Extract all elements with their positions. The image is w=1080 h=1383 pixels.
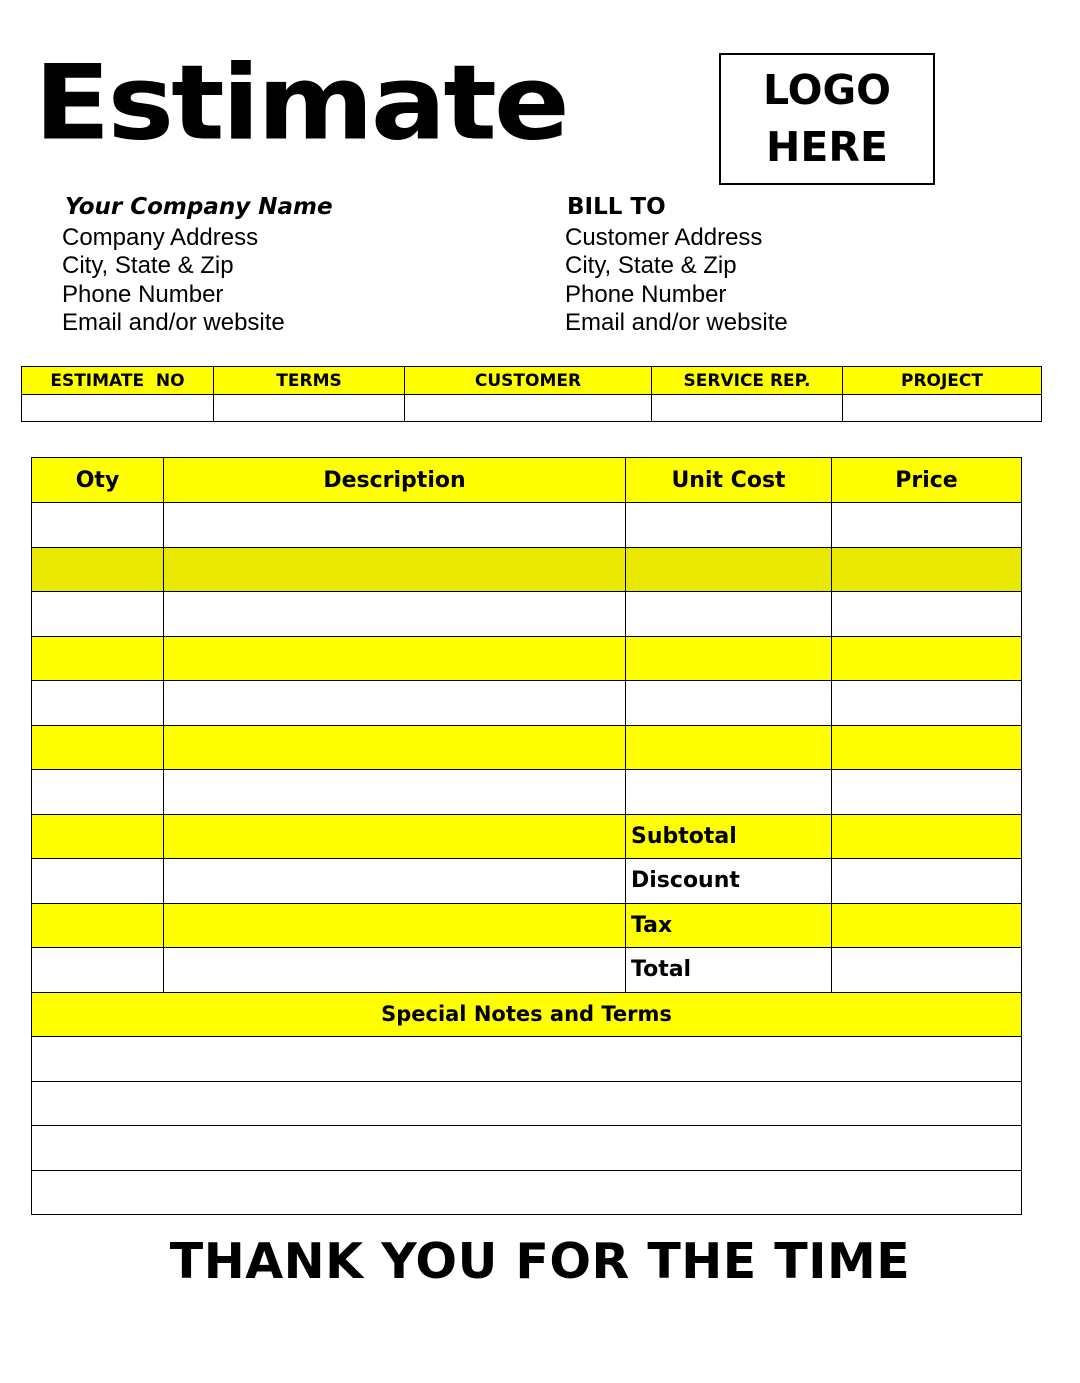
service-rep-header: SERVICE REP. [652, 367, 843, 395]
company-phone: Phone Number [62, 280, 224, 308]
qty-cell[interactable] [32, 547, 164, 592]
unit-cost-cell[interactable] [626, 681, 832, 726]
table-row [32, 636, 1022, 681]
price-cell[interactable] [832, 770, 1022, 815]
notes-line[interactable] [32, 1037, 1022, 1082]
notes-line[interactable] [32, 1170, 1022, 1215]
qty-cell[interactable] [32, 770, 164, 815]
customer-phone: Phone Number [565, 280, 727, 308]
qty-cell[interactable] [32, 903, 164, 948]
unit-cost-cell[interactable] [626, 547, 832, 592]
logo-placeholder [719, 53, 935, 185]
qty-header: Oty [32, 458, 164, 503]
customer-email-website: Email and/or website [565, 309, 788, 336]
price-header: Price [832, 458, 1022, 503]
description-cell[interactable] [164, 636, 626, 681]
price-cell[interactable] [832, 592, 1022, 637]
description-cell[interactable] [164, 547, 626, 592]
company-info [62, 193, 333, 338]
price-cell[interactable] [832, 636, 1022, 681]
table-row [32, 681, 1022, 726]
qty-cell[interactable] [32, 636, 164, 681]
logo-line-1: LOGO [762, 66, 892, 114]
qty-cell[interactable] [32, 725, 164, 770]
description-header: Description [164, 458, 626, 503]
description-cell[interactable] [164, 725, 626, 770]
unit-cost-cell[interactable] [626, 636, 832, 681]
notes-line[interactable] [32, 1126, 1022, 1171]
company-city-state-zip: City, State & Zip [62, 252, 234, 279]
description-cell[interactable] [164, 903, 626, 948]
price-cell[interactable] [832, 503, 1022, 548]
table-row [32, 592, 1022, 637]
price-cell[interactable] [832, 547, 1022, 592]
discount-value[interactable] [832, 859, 1022, 904]
company-address: Company Address [62, 223, 259, 251]
customer-city-state-zip: City, State & Zip [565, 252, 737, 279]
total-row [32, 948, 1022, 993]
unit-cost-cell[interactable] [626, 503, 832, 548]
description-cell[interactable] [164, 814, 626, 859]
terms-field[interactable] [214, 395, 405, 422]
table-row [32, 503, 1022, 548]
discount-label: Discount [626, 859, 832, 904]
estimate-no-header: ESTIMATE NO [22, 367, 214, 395]
notes-line[interactable] [32, 1081, 1022, 1126]
document-title: Estimate [34, 43, 567, 164]
description-cell[interactable] [164, 681, 626, 726]
unit-cost-header: Unit Cost [626, 458, 832, 503]
terms-header: TERMS [214, 367, 405, 395]
project-header: PROJECT [843, 367, 1042, 395]
subtotal-label: Subtotal [626, 814, 832, 859]
estimate-no-field[interactable] [22, 395, 214, 422]
unit-cost-cell[interactable] [626, 770, 832, 815]
project-field[interactable] [843, 395, 1042, 422]
description-cell[interactable] [164, 503, 626, 548]
price-cell[interactable] [832, 725, 1022, 770]
tax-row [32, 903, 1022, 948]
table-row [32, 547, 1022, 592]
qty-cell[interactable] [32, 814, 164, 859]
qty-cell[interactable] [32, 681, 164, 726]
bill-to-heading: BILL TO [567, 194, 666, 220]
qty-cell[interactable] [32, 503, 164, 548]
thank-you-footer: THANK YOU FOR THE TIME [169, 1233, 911, 1290]
table-row [32, 770, 1022, 815]
special-notes-heading: Special Notes and Terms [32, 992, 1022, 1037]
company-email-website: Email and/or website [62, 309, 285, 336]
line-items-table [31, 457, 1022, 1215]
description-cell[interactable] [164, 770, 626, 815]
description-cell[interactable] [164, 948, 626, 993]
customer-address: Customer Address [565, 223, 763, 251]
company-name: Your Company Name [65, 194, 333, 220]
qty-cell[interactable] [32, 948, 164, 993]
tax-value[interactable] [832, 903, 1022, 948]
tax-label: Tax [626, 903, 832, 948]
description-cell[interactable] [164, 592, 626, 637]
customer-field[interactable] [405, 395, 652, 422]
qty-cell[interactable] [32, 592, 164, 637]
total-value[interactable] [832, 948, 1022, 993]
logo-line-2: HERE [766, 123, 888, 171]
unit-cost-cell[interactable] [626, 592, 832, 637]
description-cell[interactable] [164, 859, 626, 904]
discount-row [32, 859, 1022, 904]
customer-header: CUSTOMER [405, 367, 652, 395]
bill-to-info [565, 193, 788, 338]
price-cell[interactable] [832, 681, 1022, 726]
subtotal-row [32, 814, 1022, 859]
total-label: Total [626, 948, 832, 993]
table-row [32, 725, 1022, 770]
service-rep-field[interactable] [652, 395, 843, 422]
subtotal-value[interactable] [832, 814, 1022, 859]
estimate-meta-table [21, 366, 1042, 422]
qty-cell[interactable] [32, 859, 164, 904]
unit-cost-cell[interactable] [626, 725, 832, 770]
